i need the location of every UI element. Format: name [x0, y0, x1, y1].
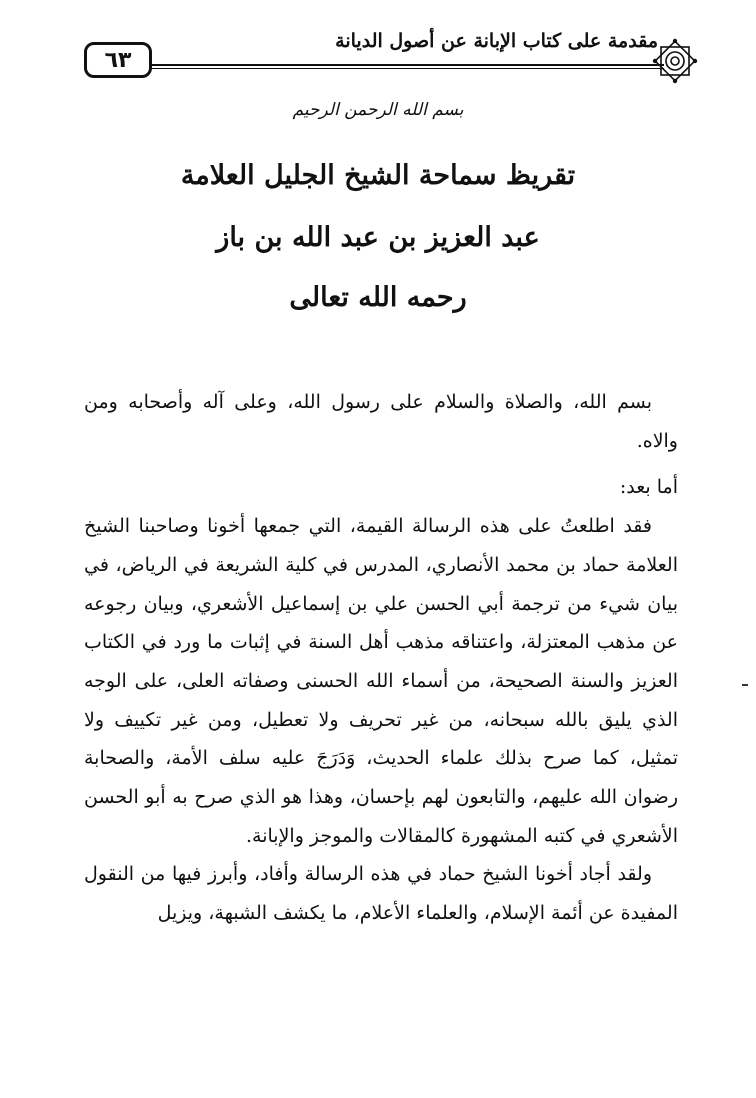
star-ornament-icon — [652, 38, 698, 84]
running-title: مقدمة على كتاب الإبانة عن أصول الديانة — [335, 30, 658, 52]
paragraph-amma-baad: أما بعد: — [619, 476, 678, 499]
paragraph-main: فقد اطلعتُ على هذه الرسالة القيمة، التي جمعها أخونا وصاحبنا الشيخ العلامة حماد بن محمد الأنصاري، المدرس في كلية الشريعة في الرياض، في بيان شيء من ترجمة أبي الحسن علي بن إسماعيل الأشعري، وبيان رجوعه عن مذهب المعتزلة، واعتناقه مذهب أهل السنة في إثبات ما ورد في الكتاب العزيز والسنة الصحيحة، من أسماء الله الحسنى وصفاته العلى، على الوجه الذي يليق بالله سبحانه، من غير تحريف ولا تعطيل، ومن غير تكييف ولا تمثيل، كما صرح بذلك علماء الحديث، وَدَرَجَ عليه سلف الأمة، والصحابة رضوان الله عليهم، والتابعون لهم بإحسان، وهذا هو الذي صرح به أبو الحسن الأشعري في كتبه المشهورة كالمقالات والموجز والإبانة. — [84, 515, 678, 847]
paragraph-opening: بسم الله، والصلاة والسلام على رسول الله، وعلى آله وأصحابه ومن والاه. — [84, 391, 678, 452]
header-rule-thin — [150, 68, 664, 69]
page-number: ٦٣ — [84, 42, 152, 78]
body-text — [84, 383, 678, 933]
margin-mark — [742, 684, 748, 686]
title-line-1: تقريظ سماحة الشيخ الجليل العلامة — [180, 160, 576, 191]
header-rule — [150, 64, 664, 66]
basmala-calligraphy: بسم الله الرحمن الرحيم — [292, 100, 464, 120]
title-line-2: عبد العزيز بن عبد الله بن باز — [216, 222, 540, 253]
title-line-3: رحمه الله تعالى — [289, 282, 467, 313]
paragraph-closing: ولقد أجاد أخونا الشيخ حماد في هذه الرسالة وأفاد، وأبرز فيها من النقول المفيدة عن أئمة الإسلام، والعلماء الأعلام، ما يكشف الشبهة، ويزيل — [84, 863, 678, 925]
